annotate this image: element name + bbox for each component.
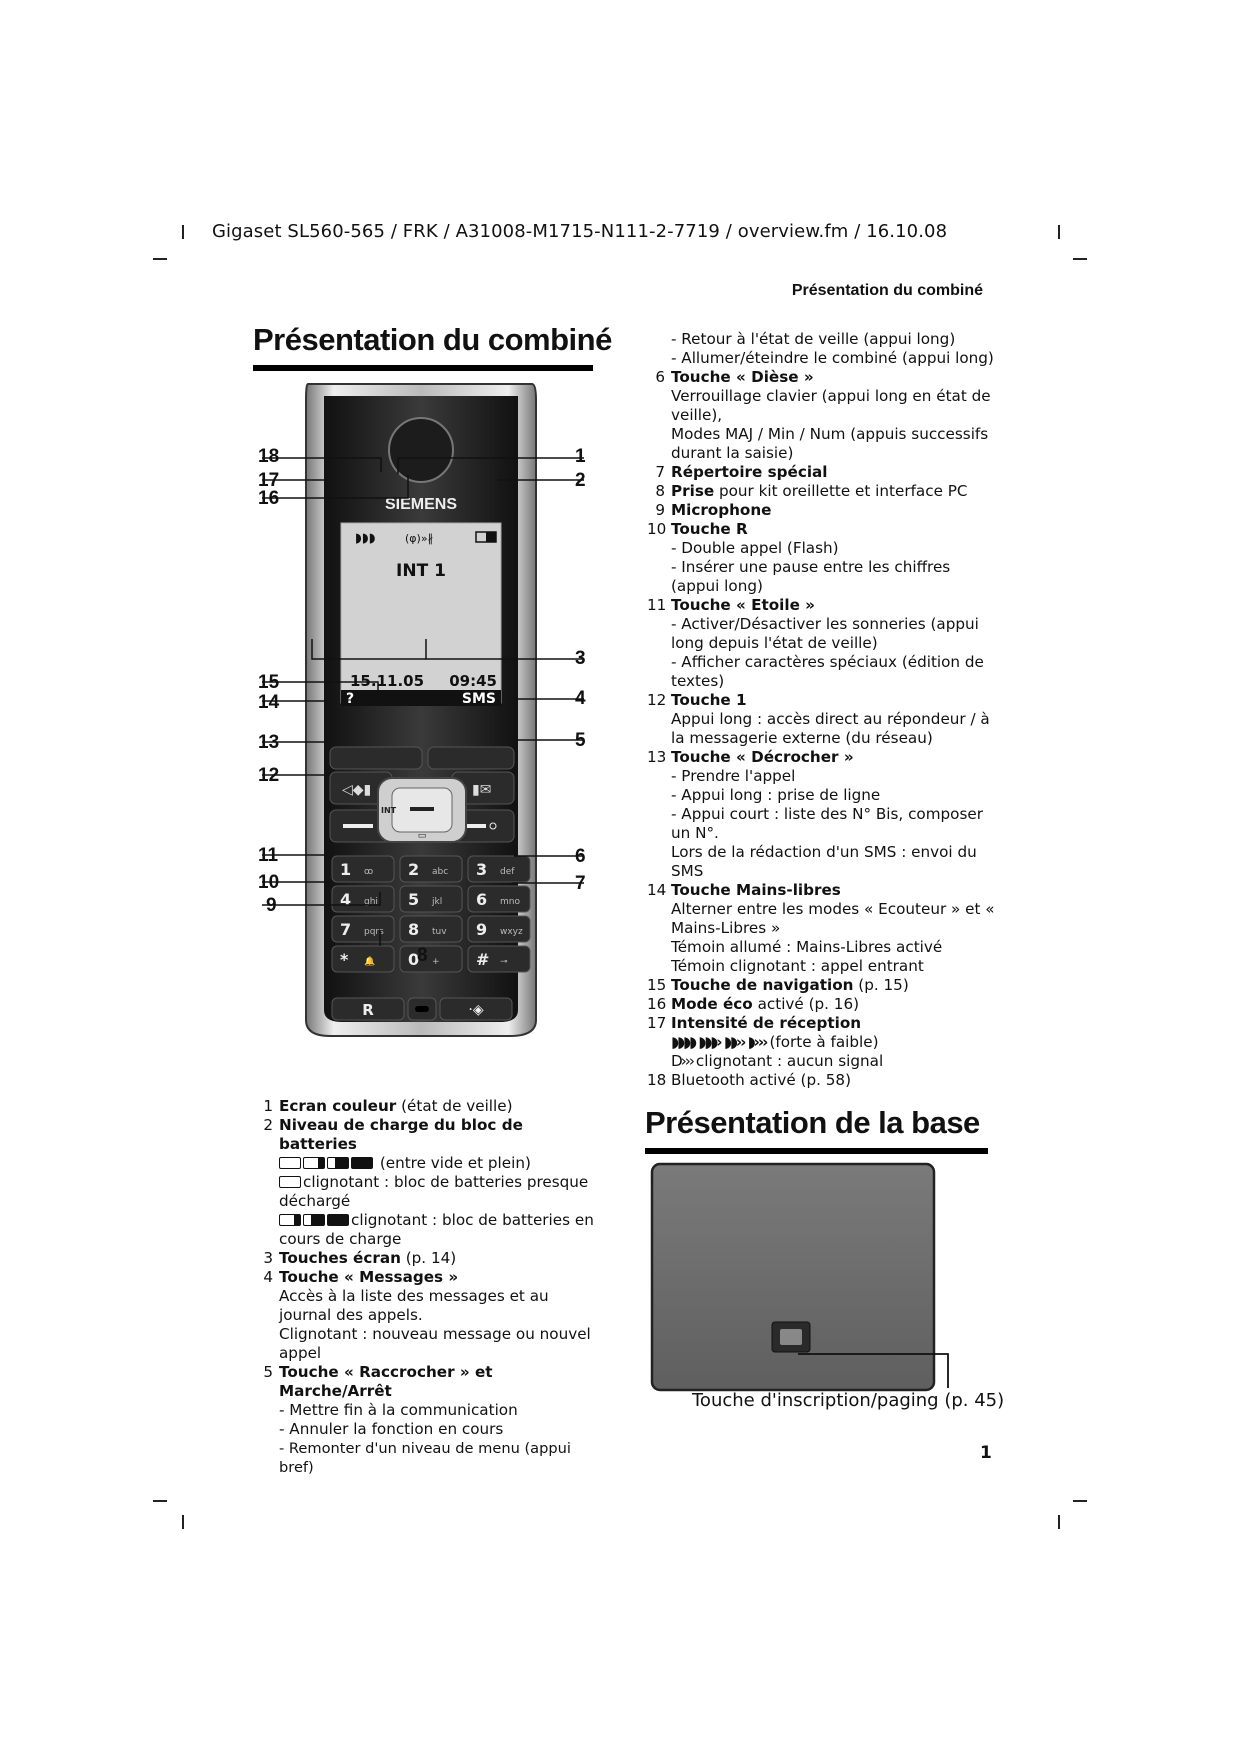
key-sub-label: pqrs — [364, 927, 384, 937]
legend-item-7: 7 Répertoire spécial — [655, 463, 828, 481]
nav-int-label: INT — [381, 806, 397, 815]
no-signal-icon: D››› — [671, 1052, 693, 1070]
legend-item-17: 17 Intensité de réception ◗◗◗◗ ◗◗◗› ◗◗›› ◗››› (forte à faible) D››› clignotant : aucun signal — [647, 1014, 884, 1070]
legend-item-8: 8 Prise pour kit oreillette et interface PC — [655, 482, 968, 500]
battery-empty-icon — [279, 1176, 301, 1188]
crop-mark — [1073, 258, 1087, 260]
key-sub-label: wxyz — [500, 927, 523, 937]
key-main-label: 8 — [408, 920, 420, 939]
callout-1: 1 — [575, 446, 586, 467]
left-legend-list — [255, 1097, 600, 1477]
legend-item-4: 4 Touche « Messages » Accès à la liste des messages et au journal des appels. Clignotant : nouveau message ou nouvel appel — [263, 1268, 591, 1362]
key-sub-label: jkl — [432, 897, 443, 907]
r-key-label: R — [362, 1001, 374, 1019]
callout-10: 10 — [258, 872, 280, 893]
crop-mark — [1058, 225, 1060, 239]
key-main-label: 7 — [340, 920, 352, 939]
screen-date: 15.11.05 — [350, 672, 425, 690]
crop-mark — [182, 225, 184, 239]
crop-mark — [153, 258, 167, 260]
callout-5: 5 — [575, 730, 586, 751]
title-rule — [253, 365, 593, 371]
legend-item-9: 9 Microphone — [655, 501, 772, 519]
key-sub-label: + — [432, 957, 440, 967]
paging-key-caption: Touche d'inscription/paging (p. 45) — [692, 1390, 1005, 1411]
callout-3: 3 — [575, 648, 586, 669]
battery-full-icon — [351, 1157, 373, 1169]
legend-item-12: 12 Touche 1 Appui long : accès direct au répondeur / à la messagerie externe (du réseau) — [647, 691, 990, 747]
callout-7: 7 — [575, 873, 586, 894]
brand-logo: SIEMENS — [384, 496, 458, 513]
key-sub-label: ghi — [364, 897, 378, 907]
page-number: 1 — [980, 1443, 992, 1463]
key-sub-label: ꝏ — [364, 867, 374, 877]
screen-softkey-right: SMS — [461, 691, 496, 707]
callout-8: 8 — [417, 945, 428, 966]
callout-2: 2 — [575, 470, 586, 491]
legend-item-10: 10 Touche R - Double appel (Flash) - Insérer une pause entre les chiffres (appui long) — [647, 520, 951, 595]
key-main-label: 3 — [476, 860, 488, 879]
crop-mark — [153, 1500, 167, 1502]
crop-mark — [1058, 1515, 1060, 1529]
key-main-label: 5 — [408, 890, 420, 909]
callout-4: 4 — [575, 688, 586, 709]
svg-text:◁◆▮: ◁◆▮ — [342, 782, 372, 798]
callout-16: 16 — [258, 488, 280, 509]
key-sub-label: ⊸ — [500, 957, 508, 967]
base-illustration — [648, 1160, 968, 1400]
legend-item-6: 6 Touche « Dièse » Verrouillage clavier (appui long en état de veille), Modes MAJ / Min / Num (appuis successifs durant la saisie) — [655, 368, 991, 462]
handset-illustration — [250, 380, 595, 1080]
softkey-right — [428, 747, 514, 769]
callout-15: 15 — [258, 672, 280, 693]
key-sub-label: tuv — [432, 927, 447, 937]
key-sub-label: mno — [500, 897, 520, 907]
callout-6: 6 — [575, 846, 586, 867]
softkey-left — [330, 747, 422, 769]
battery-mid-icon — [303, 1214, 325, 1226]
signal-strength-icons: ◗◗◗◗ ◗◗◗› ◗◗›› ◗››› — [671, 1033, 767, 1051]
running-head: Présentation du combiné — [791, 282, 983, 299]
key-main-label: 4 — [340, 890, 352, 909]
legend-item-5-cont: - Retour à l'état de veille (appui long) - Allumer/éteindre le combiné (appui long) — [671, 330, 994, 367]
legend-item-18: 18 Bluetooth activé (p. 58) — [647, 1071, 852, 1089]
section-title-base: Présentation de la base — [645, 1105, 980, 1140]
battery-mid-icon — [327, 1157, 349, 1169]
legend-item-15: 15 Touche de navigation (p. 15) — [647, 976, 909, 994]
eco-bluetooth-icon: (φ)»∦ — [405, 532, 434, 545]
document-id-line: Gigaset SL560-565 / FRK / A31008-M1715-N111-2-7719 / overview.fm / 16.10.08 — [212, 221, 948, 242]
signal-icon: ◗◗◗ — [355, 531, 376, 546]
key-main-label: * — [340, 950, 349, 969]
callout-13: 13 — [258, 732, 280, 753]
svg-text:·◈: ·◈ — [468, 1002, 484, 1018]
key-main-label: 9 — [476, 920, 488, 939]
legend-item-14: 14 Touche Mains-libres Alterner entre les modes « Ecouteur » et « Mains-Libres » Témoin allumé : Mains-Libres activé Témoin clignotant : appel entrant — [647, 881, 995, 975]
screen-time: 09:45 — [449, 672, 497, 690]
key-sub-label: 🔔 — [364, 957, 376, 967]
battery-low-icon — [303, 1157, 325, 1169]
battery-empty-icon — [279, 1157, 301, 1169]
legend-item-5: 5 Touche « Raccrocher » et Marche/Arrêt - Mettre fin à la communication - Annuler la fonction en cours - Remonter d'un niveau de menu (appui bref) — [263, 1363, 571, 1476]
right-legend-list — [647, 330, 997, 1090]
legend-item-3: 3 Touches écran (p. 14) — [263, 1249, 457, 1267]
crop-mark — [1073, 1500, 1087, 1502]
screen-softkey-left: ? — [346, 691, 355, 707]
callout-18: 18 — [258, 446, 280, 467]
callout-9: 9 — [266, 895, 277, 916]
key-main-label: 0 — [408, 950, 420, 969]
callout-17: 17 — [258, 470, 280, 491]
crop-mark — [182, 1515, 184, 1529]
key-sub-label: def — [500, 867, 515, 877]
key-main-label: 1 — [340, 860, 352, 879]
callout-14: 14 — [258, 692, 280, 713]
legend-item-13: 13 Touche « Décrocher » - Prendre l'appel - Appui long : prise de ligne - Appui court : liste des N° Bis, composer un N°. Lors de la rédaction d'un SMS : envoi du SMS — [647, 748, 983, 880]
title-rule — [645, 1148, 988, 1154]
key-sub-label: abc — [432, 867, 449, 877]
key-main-label: # — [476, 950, 490, 969]
battery-low-icon — [279, 1214, 301, 1226]
screen-int-line: INT 1 — [396, 561, 446, 581]
key-main-label: 6 — [476, 890, 488, 909]
section-title-handset: Présentation du combiné — [253, 322, 612, 357]
callout-11: 11 — [258, 845, 279, 866]
legend-item-11: 11 Touche « Etoile » - Activer/Désactiver les sonneries (appui long depuis l'état de veille) - Afficher caractères spéciaux (édition de textes) — [647, 596, 984, 690]
svg-text:▮✉: ▮✉ — [472, 782, 492, 798]
key-main-label: 2 — [408, 860, 420, 879]
legend-item-16: 16 Mode éco activé (p. 16) — [647, 995, 860, 1013]
legend-item-2: 2 Niveau de charge du bloc de batteries (entre vide et plein) clignotant : bloc de batteries presque déchargé clignotant : bloc de batteries en cours de charge — [263, 1116, 594, 1248]
svg-text:▭: ▭ — [417, 831, 427, 841]
battery-full-icon — [327, 1214, 349, 1226]
callout-12: 12 — [258, 765, 280, 786]
legend-item-1: 1 Ecran couleur (état de veille) — [263, 1097, 513, 1115]
